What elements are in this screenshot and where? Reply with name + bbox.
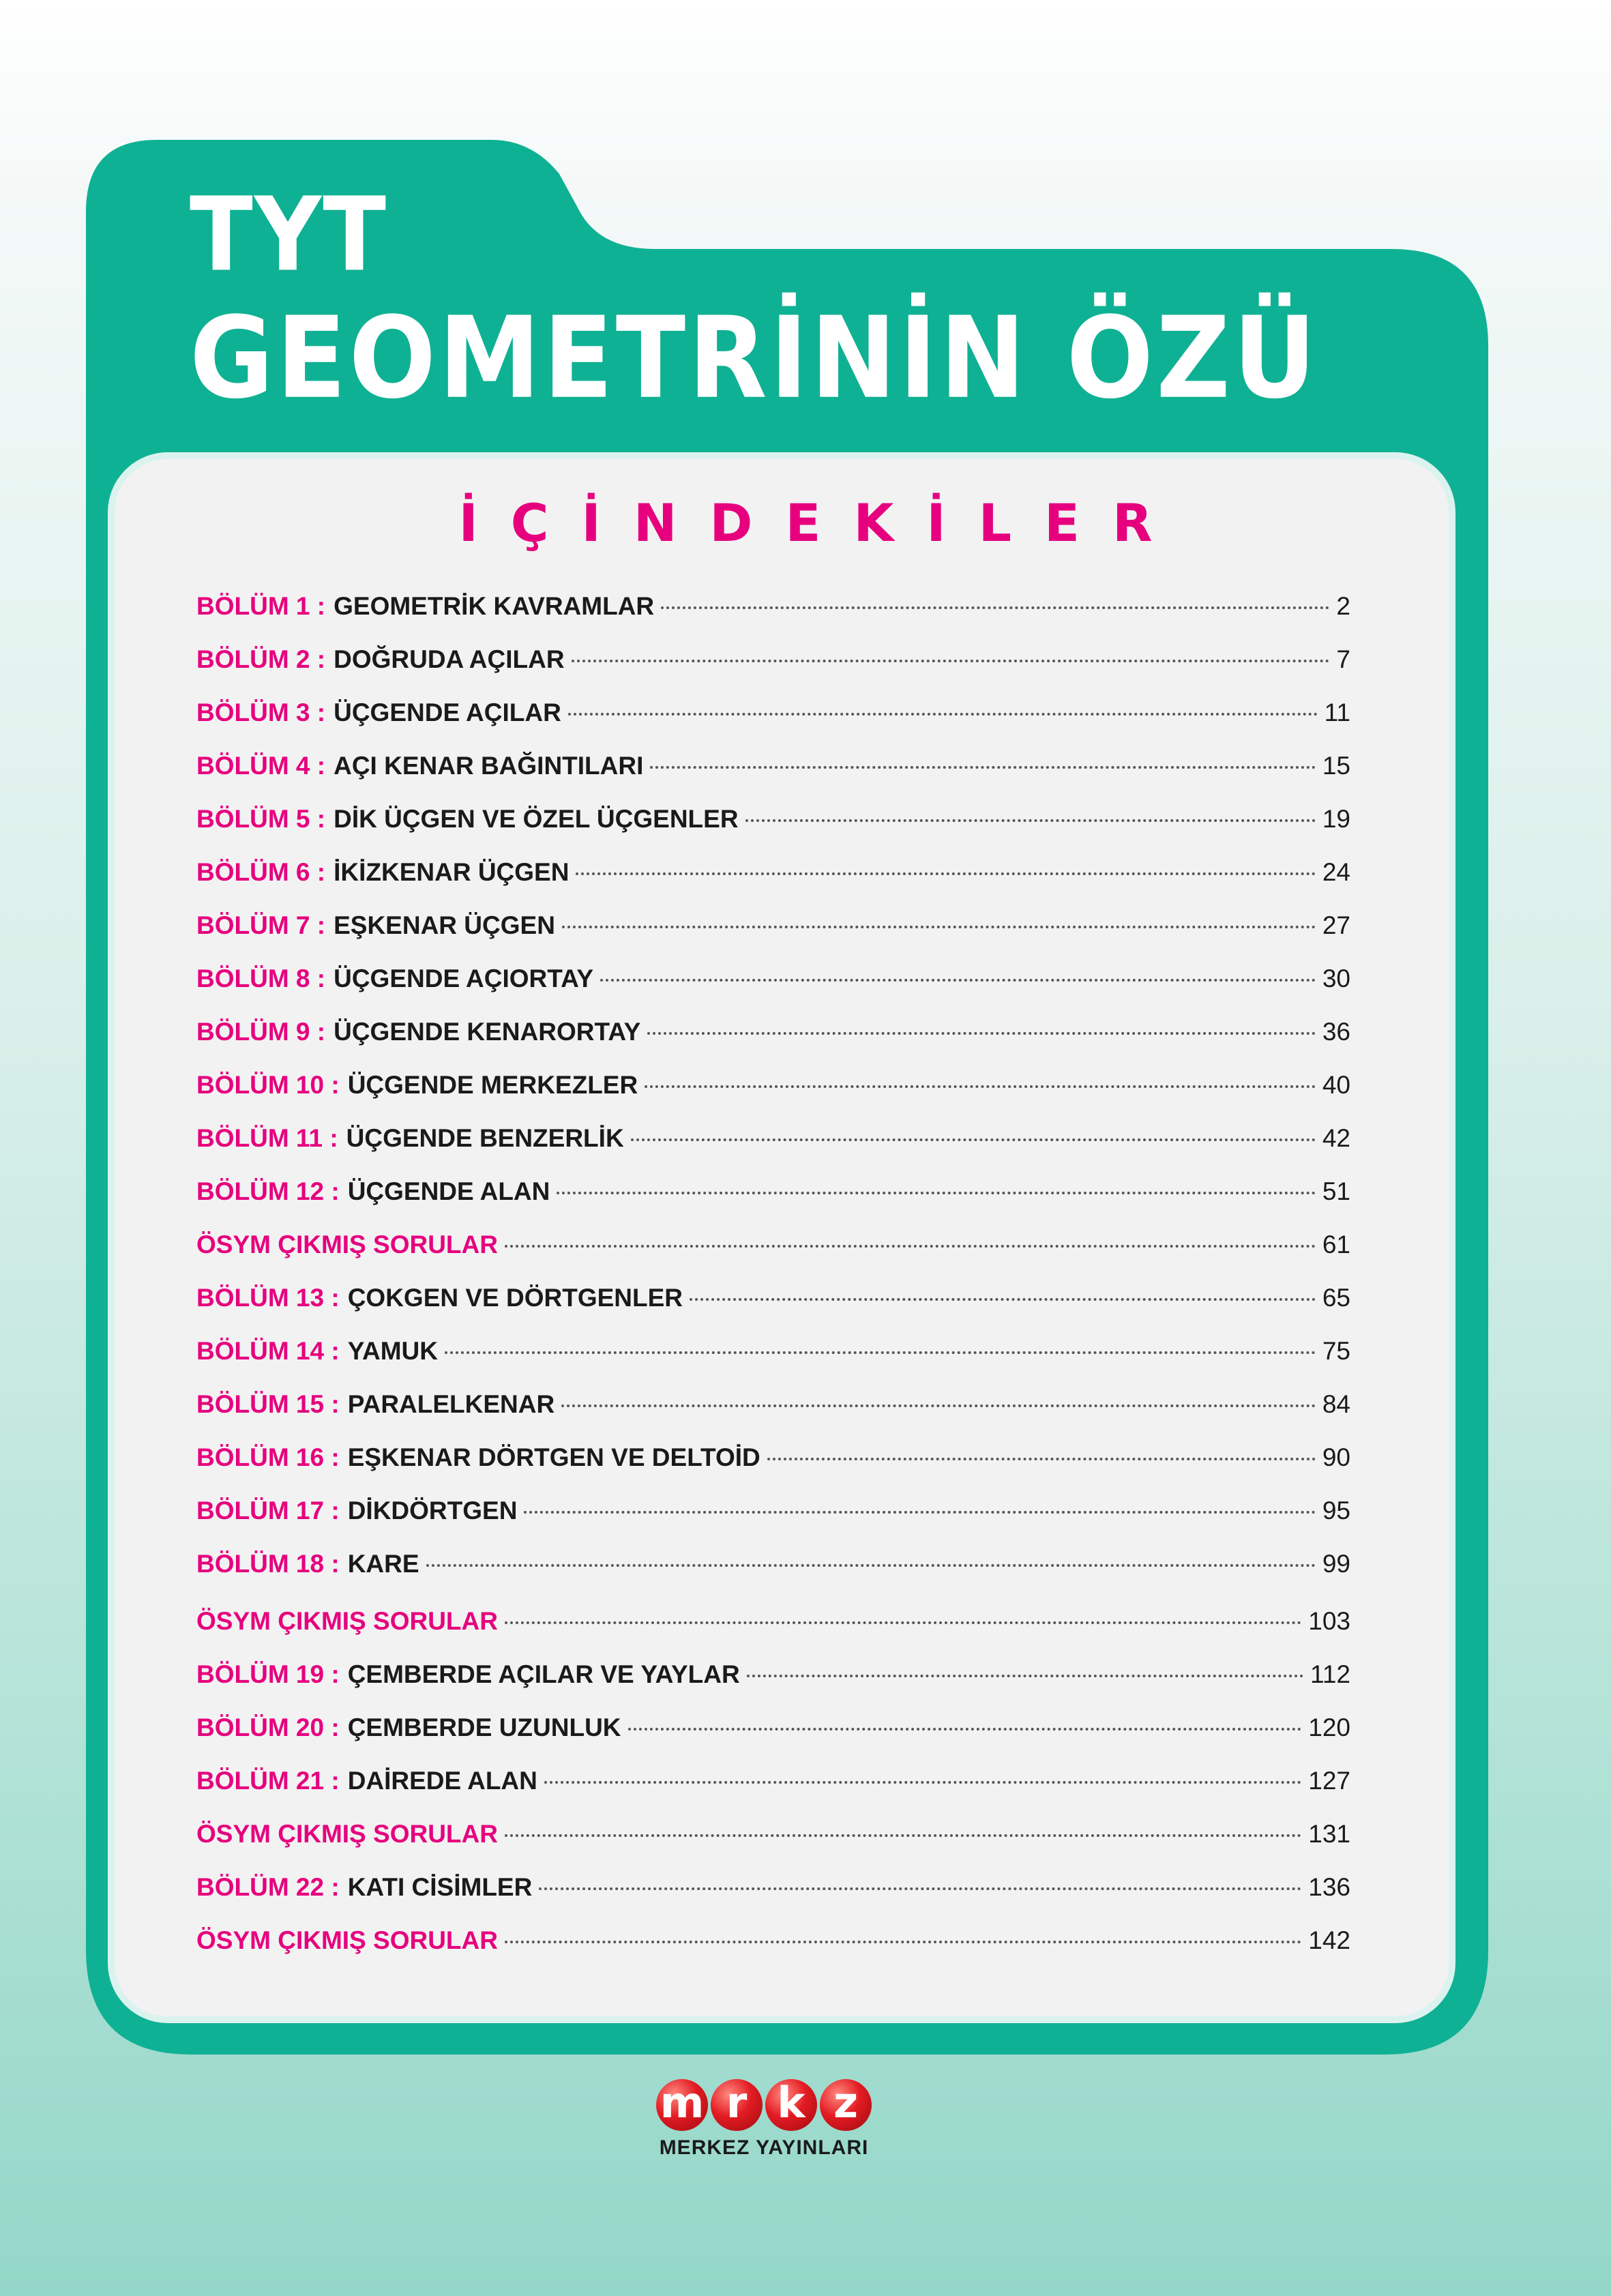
toc-entry-label: BÖLÜM 22 :	[196, 1873, 340, 1901]
toc-entry-page: 84	[1322, 1390, 1350, 1418]
toc-entry-page: 99	[1322, 1550, 1350, 1578]
toc-entry	[196, 1607, 1350, 1640]
toc-dot-leader	[600, 979, 1316, 982]
toc-dot-leader	[576, 872, 1315, 875]
toc-dot-leader	[661, 606, 1329, 609]
logo-letter: m	[656, 2079, 708, 2131]
toc-entry	[196, 1177, 1350, 1210]
toc-entry-topic: EŞKENAR ÜÇGEN	[334, 911, 555, 939]
toc-entry-page: 40	[1322, 1071, 1350, 1099]
toc-dot-leader	[647, 1032, 1316, 1035]
toc-dot-leader	[745, 819, 1316, 822]
logo-letter: z	[820, 2079, 872, 2131]
toc-dot-leader	[426, 1564, 1316, 1567]
toc-entry-label: ÖSYM ÇIKMIŞ SORULAR	[196, 1231, 498, 1259]
toc-entry-topic: ÜÇGENDE KENARORTAY	[334, 1018, 641, 1046]
toc-entry	[196, 1660, 1350, 1693]
toc-entry-topic: YAMUK	[347, 1337, 438, 1365]
toc-entry-label: BÖLÜM 19 :	[196, 1660, 340, 1688]
toc-entry-label: BÖLÜM 3 :	[196, 698, 326, 726]
toc-entry-topic: DİK ÜÇGEN VE ÖZEL ÜÇGENLER	[334, 805, 739, 833]
toc-entry-page: 19	[1322, 805, 1350, 833]
toc-dot-leader	[628, 1728, 1302, 1731]
toc-entry-page: 127	[1308, 1767, 1350, 1795]
toc-entry-topic: ÇOKGEN VE DÖRTGENLER	[347, 1284, 683, 1312]
toc-entry-label: BÖLÜM 20 :	[196, 1713, 340, 1741]
toc-dot-leader	[557, 1192, 1315, 1194]
toc-entry-topic: DOĞRUDA AÇILAR	[334, 645, 565, 673]
toc-entry-label: BÖLÜM 12 :	[196, 1177, 340, 1205]
toc-entry-label: ÖSYM ÇIKMIŞ SORULAR	[196, 1607, 498, 1635]
toc-entry-page: 90	[1322, 1443, 1350, 1471]
toc-entry	[196, 1873, 1350, 1906]
toc-entry	[196, 1497, 1350, 1529]
cover-title-line1: TYT	[190, 176, 388, 295]
toc-entry	[196, 645, 1350, 678]
toc-dot-leader	[505, 1621, 1301, 1624]
toc-entry-topic: EŞKENAR DÖRTGEN VE DELTOİD	[347, 1443, 760, 1471]
toc-entry-page: 30	[1322, 965, 1350, 992]
toc-entry	[196, 752, 1350, 784]
toc-entry	[196, 858, 1350, 891]
toc-dot-leader	[568, 713, 1318, 716]
logo-letter: k	[765, 2079, 817, 2131]
toc-entry-topic: AÇI KENAR BAĞINTILARI	[334, 752, 644, 780]
toc-entry-topic: KARE	[347, 1550, 419, 1578]
toc-entry-page: 15	[1322, 752, 1350, 780]
toc-entry-page: 112	[1310, 1660, 1350, 1688]
toc-entry-page: 142	[1308, 1926, 1350, 1954]
toc-entry-page: 75	[1322, 1337, 1350, 1365]
toc-entry-page: 7	[1336, 645, 1350, 673]
toc-entry	[196, 805, 1350, 838]
toc-entry-topic: KATI CİSİMLER	[347, 1873, 533, 1901]
cover-title-line2: GEOMETRİNİN ÖZÜ	[190, 293, 1319, 424]
toc-entry-page: 36	[1322, 1018, 1350, 1046]
publisher-name: MERKEZ YAYINLARI	[659, 2136, 869, 2159]
toc-dot-leader	[445, 1351, 1316, 1354]
toc-entry	[196, 1124, 1350, 1157]
toc-entry-label: BÖLÜM 4 :	[196, 752, 326, 780]
toc-entry-label: BÖLÜM 13 :	[196, 1284, 340, 1312]
toc-entry-page: 61	[1322, 1231, 1350, 1259]
toc-dot-leader	[544, 1781, 1301, 1784]
toc-entry	[196, 1550, 1350, 1583]
toc-entry	[196, 1926, 1350, 1959]
toc-entry-label: BÖLÜM 11 :	[196, 1124, 338, 1152]
toc-entry-label: BÖLÜM 21 :	[196, 1767, 340, 1795]
toc-heading: İÇİNDEKİLER	[458, 492, 1185, 553]
toc-entry-topic: ÜÇGENDE BENZERLİK	[346, 1124, 624, 1152]
toc-entry-page: 103	[1308, 1607, 1350, 1635]
logo-balls	[648, 2079, 880, 2131]
toc-entry	[196, 1231, 1350, 1263]
toc-entry	[196, 1284, 1350, 1316]
toc-dot-leader	[690, 1298, 1316, 1301]
toc-dot-leader	[631, 1138, 1316, 1141]
toc-dot-leader	[505, 1245, 1316, 1248]
toc-entry-label: BÖLÜM 2 :	[196, 645, 326, 673]
toc-entry-page: 51	[1322, 1177, 1350, 1205]
toc-entry-page: 95	[1322, 1497, 1350, 1525]
toc-dot-leader	[747, 1675, 1303, 1677]
toc-entry	[196, 698, 1350, 731]
toc-entry-label: BÖLÜM 18 :	[196, 1550, 340, 1578]
toc-entry-topic: ÜÇGENDE ALAN	[347, 1177, 550, 1205]
toc-entry	[196, 1018, 1350, 1050]
toc-dot-leader	[645, 1085, 1316, 1088]
toc-dot-leader	[524, 1511, 1315, 1514]
toc-entry	[196, 911, 1350, 944]
toc-dot-leader	[561, 1404, 1316, 1407]
toc-entry-topic: PARALELKENAR	[347, 1390, 555, 1418]
toc-entry	[196, 1713, 1350, 1746]
toc-entry-label: BÖLÜM 8 :	[196, 965, 326, 992]
toc-entry-page: 65	[1322, 1284, 1350, 1312]
toc-entry-label: BÖLÜM 16 :	[196, 1443, 340, 1471]
toc-dot-leader	[539, 1887, 1301, 1890]
toc-entry-page: 11	[1324, 698, 1350, 726]
toc-entry-label: ÖSYM ÇIKMIŞ SORULAR	[196, 1820, 498, 1848]
publisher-logo	[648, 2079, 880, 2160]
toc-dot-leader	[505, 1941, 1301, 1943]
toc-entry-topic: ÜÇGENDE MERKEZLER	[347, 1071, 638, 1099]
logo-letter: r	[711, 2079, 763, 2131]
toc-dot-leader	[562, 926, 1316, 928]
toc-dot-leader	[767, 1458, 1316, 1460]
toc-entry	[196, 1443, 1350, 1476]
toc-entry	[196, 965, 1350, 997]
toc-entry-label: BÖLÜM 6 :	[196, 858, 326, 886]
toc-entry	[196, 1767, 1350, 1799]
toc-entry-topic: İKİZKENAR ÜÇGEN	[334, 858, 570, 886]
toc-entry-page: 131	[1308, 1820, 1350, 1848]
toc-entry-page: 2	[1336, 592, 1350, 620]
toc-entry-label: BÖLÜM 1 :	[196, 592, 326, 620]
toc-entry-topic: ÜÇGENDE AÇIORTAY	[334, 965, 594, 992]
toc-entry-label: BÖLÜM 10 :	[196, 1071, 340, 1099]
toc-dot-leader	[572, 660, 1330, 662]
toc-entry-label: BÖLÜM 7 :	[196, 911, 326, 939]
toc-entry-topic: ÇEMBERDE AÇILAR VE YAYLAR	[347, 1660, 740, 1688]
toc-entry-label: BÖLÜM 17 :	[196, 1497, 340, 1525]
toc-entry-page: 136	[1308, 1873, 1350, 1901]
toc-entry-page: 27	[1322, 911, 1350, 939]
toc-entry-label: ÖSYM ÇIKMIŞ SORULAR	[196, 1926, 498, 1954]
toc-entry-topic: ÜÇGENDE AÇILAR	[334, 698, 561, 726]
toc-entry-label: BÖLÜM 5 :	[196, 805, 326, 833]
toc-entry-page: 42	[1322, 1124, 1350, 1152]
toc-entry	[196, 592, 1350, 625]
toc-entry-label: BÖLÜM 9 :	[196, 1018, 326, 1046]
toc-entry-topic: DAİREDE ALAN	[347, 1767, 537, 1795]
toc-entry-topic: GEOMETRİK KAVRAMLAR	[334, 592, 655, 620]
toc-entry	[196, 1337, 1350, 1370]
toc-entry	[196, 1071, 1350, 1104]
toc-entry-label: BÖLÜM 14 :	[196, 1337, 340, 1365]
toc-entry-topic: DİKDÖRTGEN	[347, 1497, 518, 1525]
toc-entry-page: 120	[1308, 1713, 1350, 1741]
toc-entry-topic: ÇEMBERDE UZUNLUK	[347, 1713, 621, 1741]
toc-dot-leader	[650, 766, 1315, 769]
toc-entry-page: 24	[1322, 858, 1350, 886]
toc-dot-leader	[505, 1834, 1301, 1837]
toc-entry-label: BÖLÜM 15 :	[196, 1390, 340, 1418]
toc-entry	[196, 1820, 1350, 1853]
toc-entry	[196, 1390, 1350, 1423]
